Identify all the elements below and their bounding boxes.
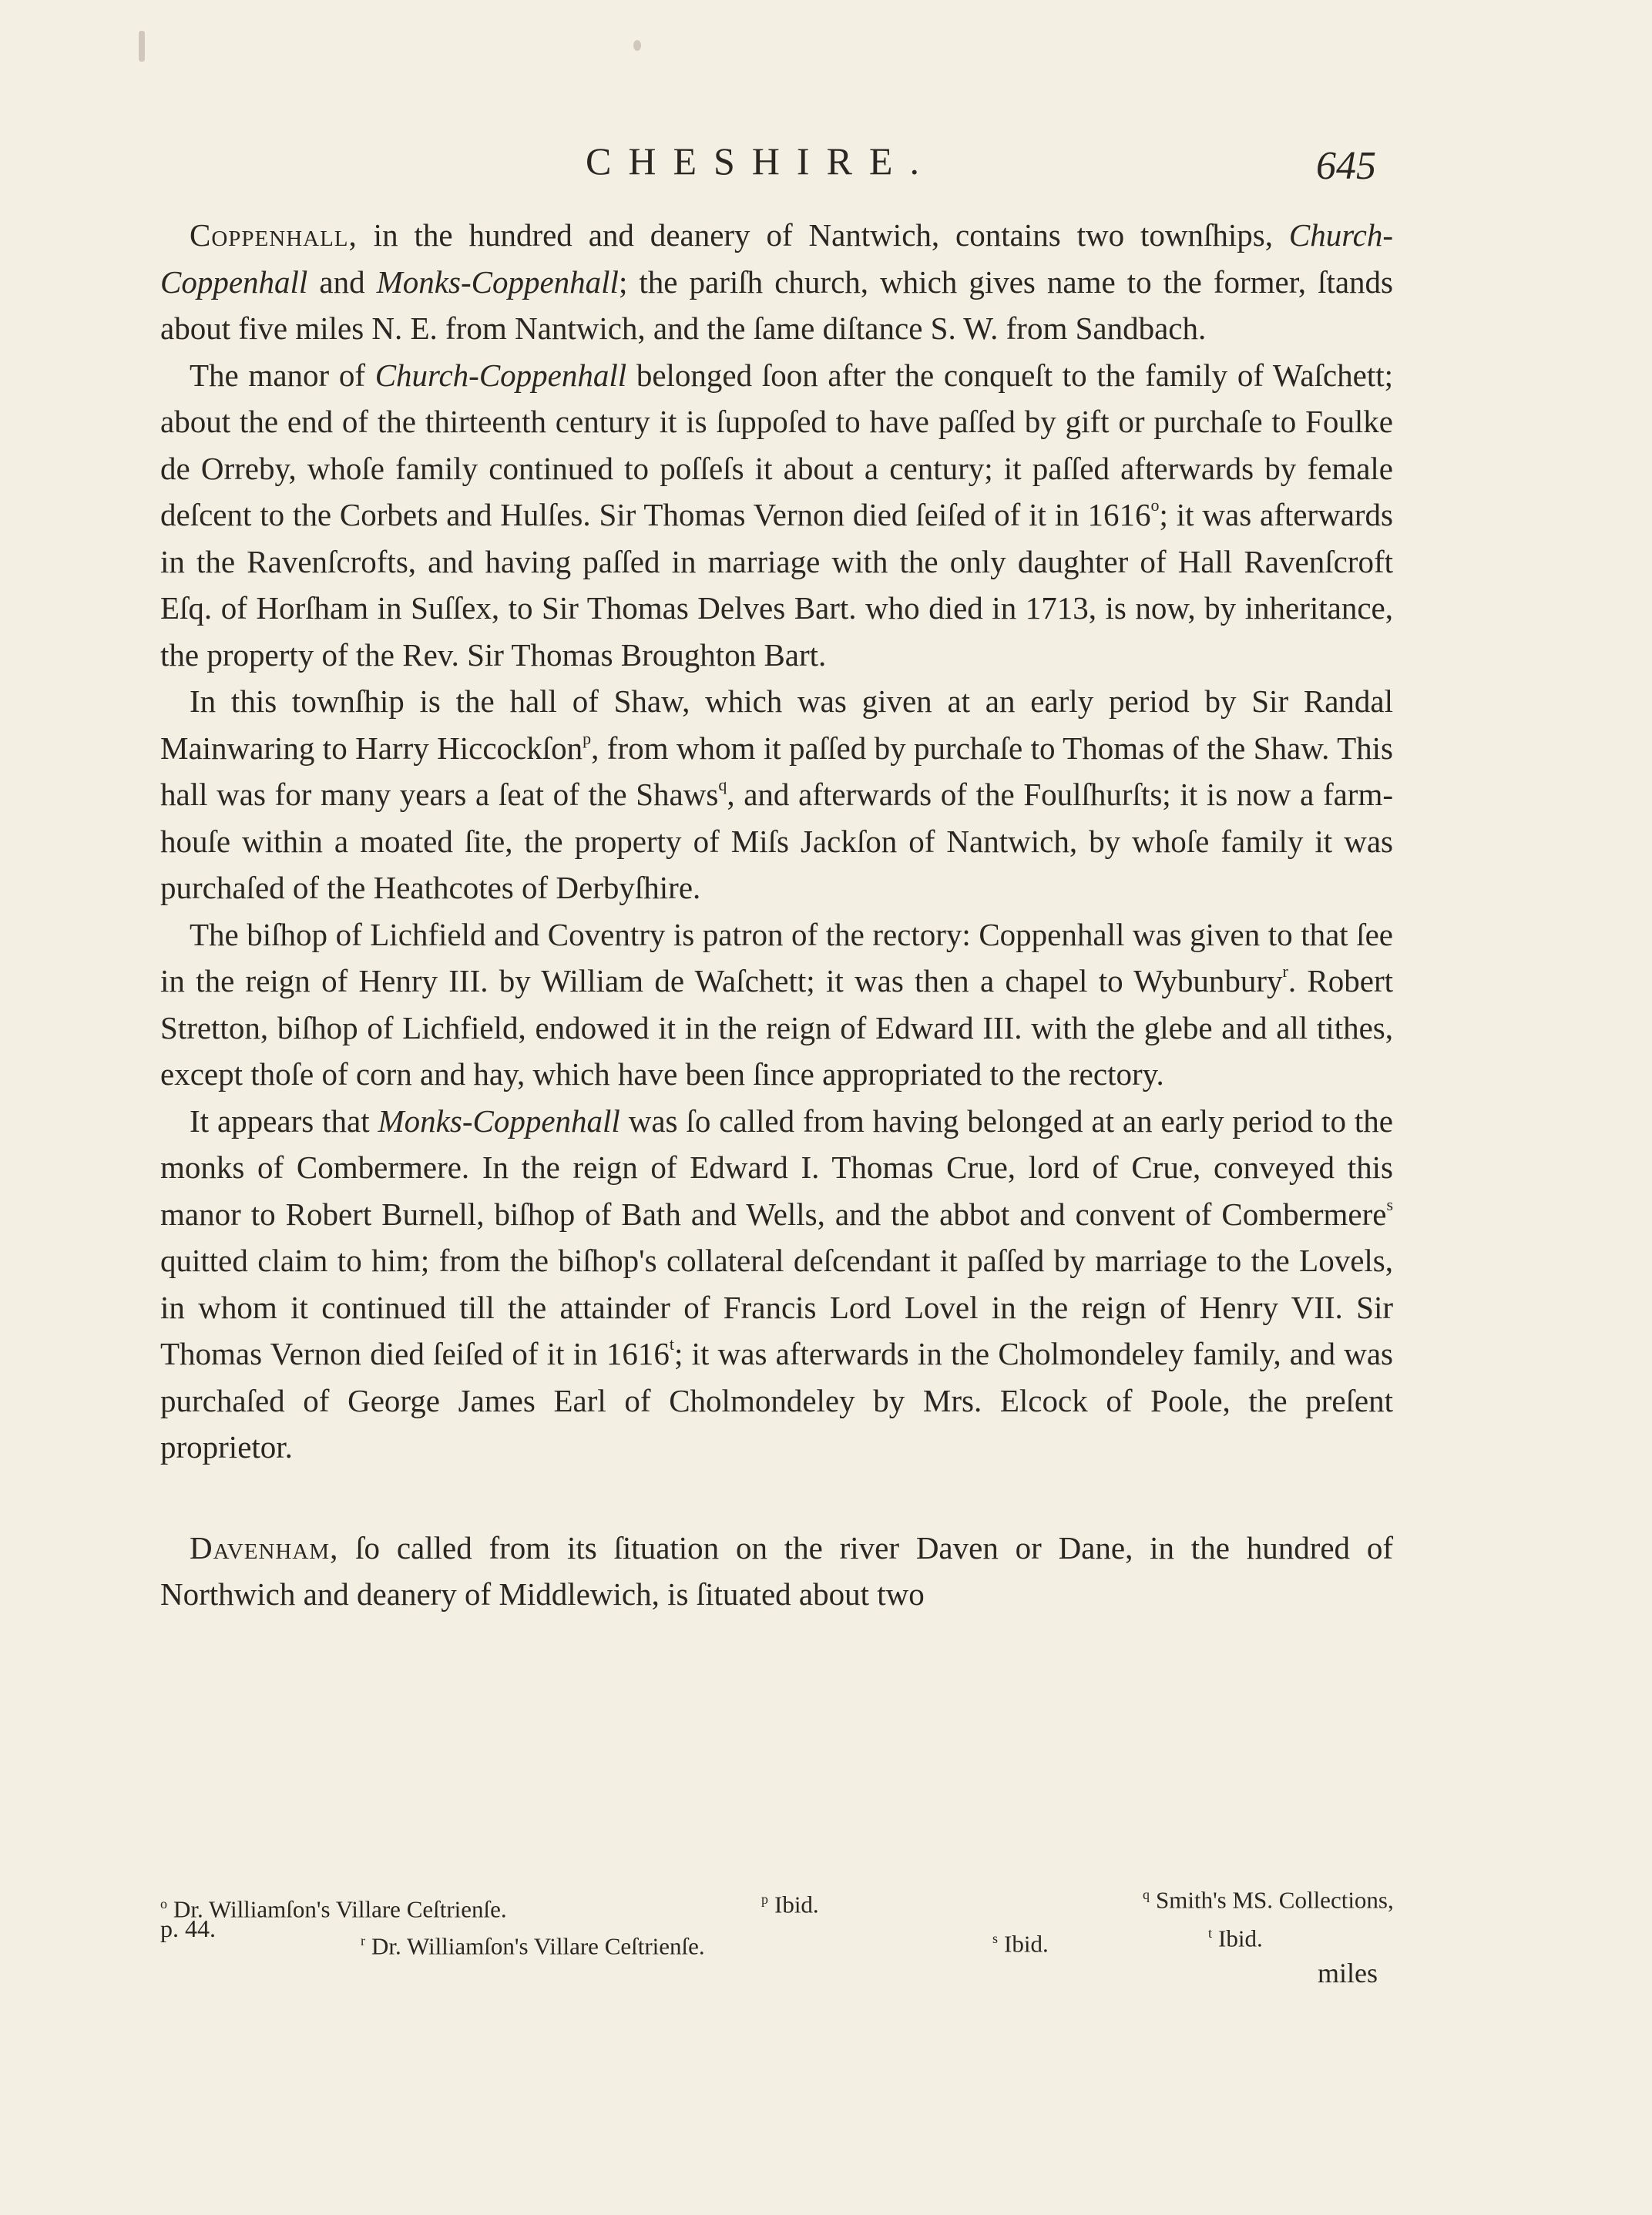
footnote-ref: s [1386,1194,1393,1214]
paragraph-lead: Davenham, [190,1529,339,1566]
paragraph [160,911,1393,1098]
footnote-mark: s [992,1931,999,1946]
italic-name: Monks-Coppenhall [378,1102,620,1139]
footnote-text: Smith's MS. Collections, [1156,1886,1394,1914]
footnote-ref: o [1150,495,1160,515]
page-number: 645 [1316,144,1376,188]
footnote-text: Ibid. [1004,1930,1049,1958]
footnote-text: Ibid. [774,1891,819,1918]
text-run: In this townſhip is the hall of Shaw, which was given at an early period by Sir Randal Mainwaring to Harry Hiccockſon [160,683,1393,766]
paragraph [160,352,1393,679]
footnote-r [361,1925,705,1962]
footnote-ref: t [669,1334,674,1354]
footnote-text: Dr. Williamſon's Villare Ceſtrienſe. [173,1895,507,1923]
signature-mark: p. 44. [160,1915,216,1942]
text-run: ; it was afterwards in the Ravenſcrofts, and having paſſed in marriage with the only daughter of Hall Ravenſcroft Eſq. of Horſham in Suſſex, to Sir Thomas Delves Bart. who died in 1713, is now, by inheritance, the property of the Rev. Sir Thomas Broughton Bart. [160,497,1393,673]
footnote-p [761,1883,819,1921]
italic-name: Monks-Coppenhall [376,263,619,300]
paragraph [160,212,1393,352]
footnote-ref: p [583,728,592,748]
text-run: belonged ſoon after the conqueſt to the family of Waſchett; about the end of the thirteenth century it is ſuppoſed to have paſſed by gift or purchaſe to Foulke de Orreby, whoſe family continued to poſſeſs it about a century; it paſſed afterwards by female deſcent to the Corbets and Hulſes. Sir Thomas Vernon died ſeiſed of it in 1616 [160,357,1393,532]
text-run: and [307,263,377,300]
text-run: The manor of [190,357,375,393]
footnote-ref: q [718,775,727,795]
footnote-mark: p [761,1891,768,1907]
catchword: miles [1318,1958,1378,1988]
body-text [160,212,1393,1618]
footnote-text: Dr. Williamſon's Villare Ceſtrienſe. [371,1932,705,1960]
text-run: was ſo called from having belonged at an early period to the monks of Combermere. In the reign of Edward I. Thomas Crue, lord of Crue, conveyed this manor to Robert Burnell, biſhop of Bath and Wells, and the abbot and convent of Combermere [160,1102,1393,1232]
text-run: , from whom it paſſed by purchaſe to Thomas of the Shaw. This hall was for many years a ſeat of the Shaws [160,730,1394,812]
paragraph-lead: Coppenhall, [190,217,358,253]
text-run: . Robert Stretton, biſhop of Lichfield, endowed it in the reign of Edward III. with the glebe and all tithes, except thoſe of corn and hay, which have been ſince appropriated to the rectory. [160,963,1393,1092]
ink-spot [633,40,641,51]
running-title: CHESHIRE. [586,139,936,183]
footnote-mark: q [1143,1887,1150,1902]
text-run: ſo called from its ſituation on the river Daven or Dane, in the hundred of Northwich and deanery of Middlewich, is ſituated about two [160,1529,1393,1612]
footnote-text: Ibid. [1218,1925,1263,1952]
footnote-mark: o [160,1896,167,1911]
footnote-t [1208,1917,1263,1955]
text-run: The biſhop of Lichfield and Coventry is patron of the rectory: Coppenhall was given to that ſee in the reign of Henry III. by William de Waſchett; it was then a chapel to Wybunbury [160,916,1393,998]
footnote-s [992,1922,1049,1960]
text-run: in the hundred and deanery of Nantwich, contains two townſhips, [357,217,1289,253]
text-run: ; the pariſh church, which gives name to the former, ſtands about five miles N. E. from Nantwich, and the ſame diſtance S. W. from Sandbach. [160,263,1393,346]
footnote-ref: r [1282,962,1288,982]
footnote-q [1143,1878,1394,1916]
paragraph [160,1098,1393,1471]
ink-spot [139,31,145,62]
text-run: , and afterwards of the Foulſhurſts; it is now a farm-houſe within a moated ſite, the property of Miſs Jackſon of Nantwich, by whoſe family it was purchaſed of the Heathcotes of Derbyſhire. [160,777,1393,905]
italic-name: Church-Coppenhall [374,357,627,393]
text-run: quitted claim to him; from the biſhop's collateral deſcendant it paſſed by marriage to the Lovels, in whom it continued till the attainder of Francis Lord Lovel in the reign of Henry VII. Sir Thomas Vernon died ſeiſed of it in 1616 [160,1243,1393,1371]
text-run: ; it was afterwards in the Cholmondeley family, and was purchaſed of George James Earl of Cholmondeley by Mrs. Elcock of Poole, the preſent proprietor. [160,1336,1393,1465]
section-gap [160,1471,1393,1525]
footnote-mark: r [361,1933,365,1948]
paragraph [160,678,1393,911]
text-run: It appears that [190,1102,378,1139]
paragraph [160,1525,1393,1618]
italic-name: Church-Coppenhall [160,217,1393,300]
footnote-mark: t [1208,1925,1213,1941]
running-head [0,139,1652,200]
